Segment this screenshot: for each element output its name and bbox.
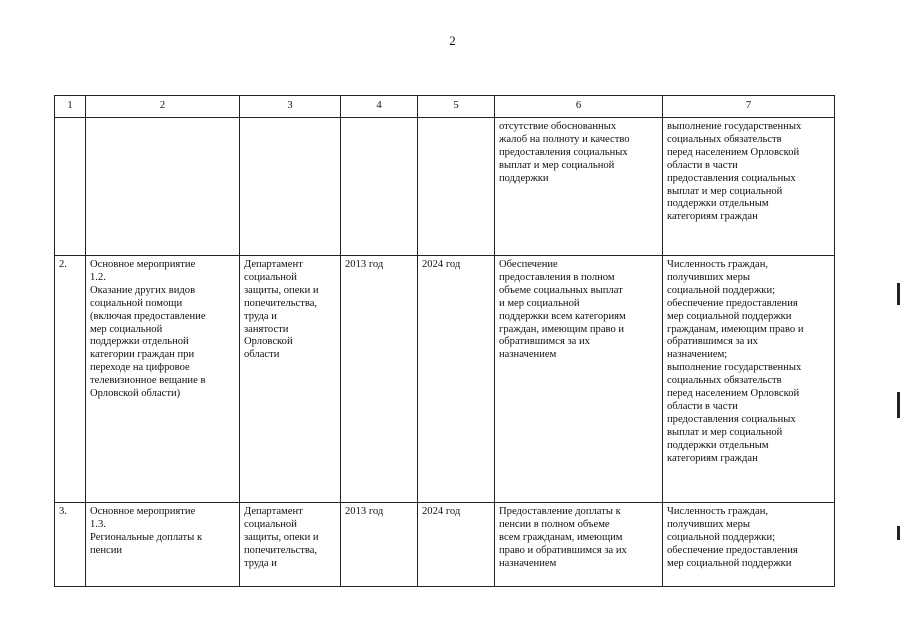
table-row — [55, 503, 835, 587]
indicators-cell: Численность граждан, получивших меры социальной поддержки; обеспечение предоставления мер социальной поддержки — [663, 503, 835, 587]
measures-table — [54, 95, 835, 587]
row-number-cell — [55, 118, 86, 256]
scan-edge-mark — [897, 283, 900, 305]
expected-result-cell: отсутствие обоснованных жалоб на полноту и качество предоставления социальных выплат и мер социальной поддержки — [495, 118, 663, 256]
page-number: 2 — [449, 33, 456, 48]
column-header: 3 — [240, 96, 341, 118]
measure-cell: Основное мероприятие 1.2. Оказание других видов социальной помощи (включая предоставление мер социальной поддержки отдельной категории граждан при переходе на цифровое телевизионное вещание в Орловской области) — [86, 256, 240, 503]
executor-cell — [240, 118, 341, 256]
measure-cell — [86, 118, 240, 256]
column-header: 5 — [418, 96, 495, 118]
expected-result-cell: Предоставление доплаты к пенсии в полном объеме всем гражданам, имеющим право и обратившимся за их назначением — [495, 503, 663, 587]
column-header: 7 — [663, 96, 835, 118]
executor-cell: Департамент социальной защиты, опеки и попечительства, труда и занятости Орловской области — [240, 256, 341, 503]
table-row — [55, 256, 835, 503]
executor-cell: Департамент социальной защиты, опеки и попечительства, труда и — [240, 503, 341, 587]
start-year-cell: 2013 год — [341, 503, 418, 587]
end-year-cell: 2024 год — [418, 503, 495, 587]
expected-result-cell: Обеспечение предоставления в полном объеме социальных выплат и мер социальной поддержки всем категориям граждан, имеющим право и обратившимся за их назначением — [495, 256, 663, 503]
column-header: 2 — [86, 96, 240, 118]
scan-edge-mark — [897, 392, 900, 418]
end-year-cell — [418, 118, 495, 256]
row-number-cell: 3. — [55, 503, 86, 587]
table-row — [55, 118, 835, 256]
column-header: 4 — [341, 96, 418, 118]
indicators-cell: выполнение государственных социальных обязательств перед населением Орловской области в части предоставления социальных выплат и мер социальной поддержки отдельным категориям граждан — [663, 118, 835, 256]
start-year-cell — [341, 118, 418, 256]
column-header: 1 — [55, 96, 86, 118]
row-number-cell: 2. — [55, 256, 86, 503]
column-header: 6 — [495, 96, 663, 118]
scan-edge-mark — [897, 526, 900, 540]
start-year-cell: 2013 год — [341, 256, 418, 503]
indicators-cell: Численность граждан, получивших меры социальной поддержки; обеспечение предоставления мер социальной поддержки гражданам, имеющим право и обратившимся за их назначением; выполнение государственных социальных обязательств перед населением Орловской области в части предоставления социальных выплат и мер социальной поддержки отдельным категориям граждан — [663, 256, 835, 503]
table-header-row — [55, 96, 835, 118]
end-year-cell: 2024 год — [418, 256, 495, 503]
measure-cell: Основное мероприятие 1.3. Региональные доплаты к пенсии — [86, 503, 240, 587]
